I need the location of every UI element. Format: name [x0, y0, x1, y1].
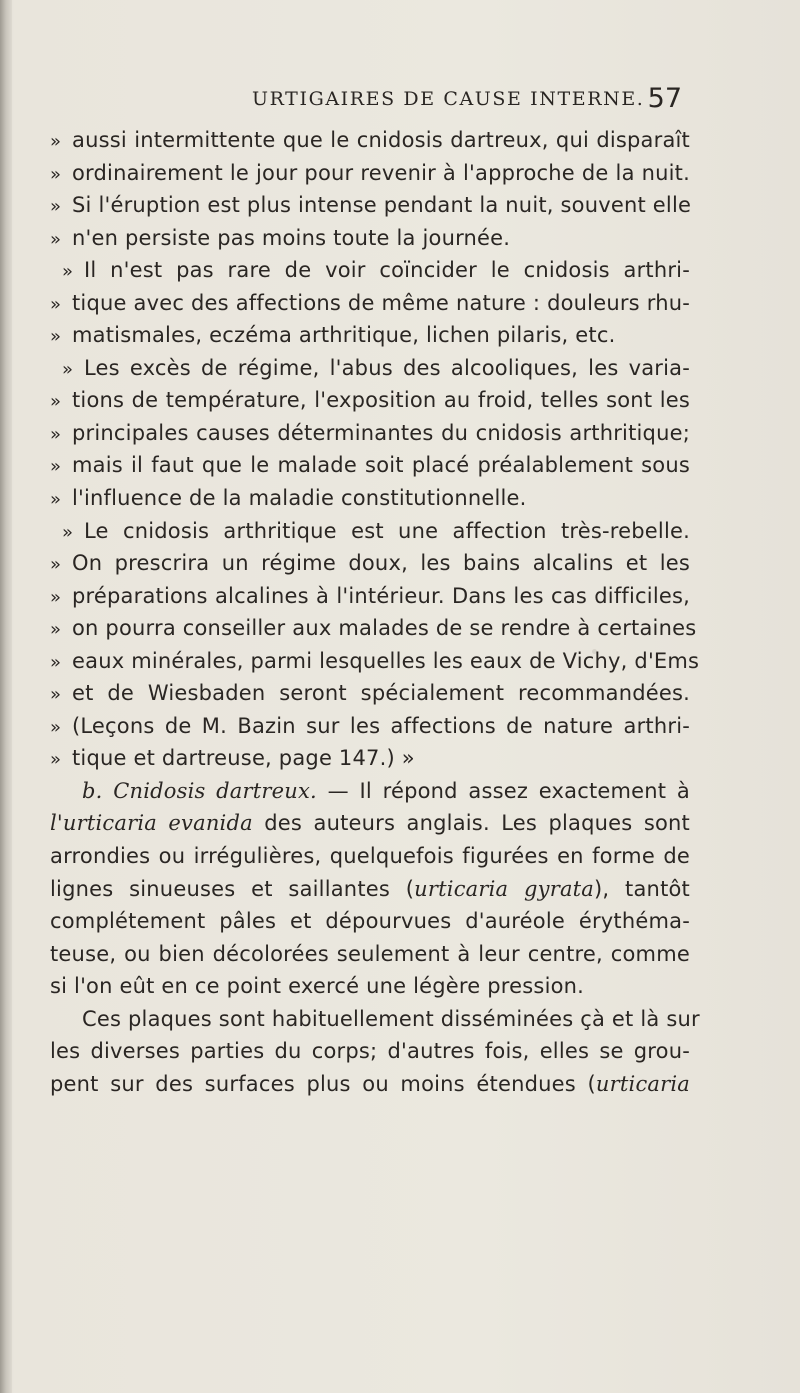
quote-mark: » — [50, 456, 62, 478]
quote-mark: » — [50, 293, 62, 315]
text-line — [50, 515, 690, 548]
text-line — [50, 417, 690, 450]
line-text: — Il répond assez exactement à — [316, 778, 690, 803]
quote-mark: » — [50, 684, 62, 706]
quote-mark: » — [50, 716, 62, 738]
section-heading-line — [50, 775, 690, 808]
text-line — [50, 1003, 700, 1036]
line-text: complétement pâles et dépourvues d'auréole érythéma- — [50, 909, 690, 934]
quote-mark: » — [50, 489, 62, 511]
quote-mark: » — [50, 651, 62, 673]
line-text: n'en persiste pas moins toute la journée. — [72, 225, 511, 250]
section-title: Cnidosis dartreux. — [113, 778, 317, 803]
line-text: et de Wiesbaden seront spécialement recommandées. — [72, 681, 690, 706]
quote-mark: » — [50, 554, 62, 576]
text-line — [50, 449, 690, 482]
quote-mark: » — [50, 326, 62, 348]
text-line — [50, 580, 690, 613]
line-text: si l'on eût en ce point exercé une légère pression. — [50, 974, 585, 999]
line-text: On prescrira un régime doux, les bains alcalins et les — [72, 551, 690, 576]
line-text: principales causes déterminantes du cnidosis arthritique; — [72, 420, 690, 445]
line-text: Les excès de régime, l'abus des alcooliques, les varia- — [84, 355, 690, 380]
binding-gutter — [0, 0, 12, 1393]
line-text: aussi intermittente que le cnidosis dartreux, qui disparaît — [72, 128, 690, 152]
text-line — [50, 222, 690, 255]
quote-mark: » — [50, 163, 62, 185]
quote-mark: » — [50, 131, 62, 152]
text-line — [50, 319, 690, 352]
quote-mark: » — [50, 586, 62, 608]
text-line — [50, 157, 690, 190]
line-text: Le cnidosis arthritique est une affection très-rebelle. — [84, 518, 690, 543]
text-line — [50, 938, 690, 971]
line-text: tions de température, l'exposition au froid, telles sont les — [72, 388, 690, 413]
text-line — [50, 807, 690, 840]
quote-mark: » — [50, 391, 62, 413]
text-line — [50, 352, 690, 385]
text-line — [50, 905, 690, 938]
line-text: les diverses parties du corps; d'autres fois, elles se grou- — [50, 1039, 690, 1064]
line-text: tique et dartreuse, page 147.) » — [72, 746, 415, 771]
text-line — [50, 189, 690, 222]
running-head: URTIGAIRES DE CAUSE INTERNE. — [252, 88, 645, 110]
line-text: Il n'est pas rare de voir coïncider le cnidosis arthri- — [84, 258, 690, 283]
section-label: b. — [82, 778, 103, 803]
line-text: eaux minérales, parmi lesquelles les eaux de Vichy, d'Ems — [72, 648, 700, 673]
line-text: ordinairement le jour pour revenir à l'approche de la nuit. — [72, 160, 690, 185]
text-line — [50, 287, 690, 320]
body-text — [50, 124, 700, 1100]
line-text: préparations alcalines à l'intérieur. Dans les cas difficiles, — [72, 583, 690, 608]
text-line — [50, 1068, 690, 1101]
quote-mark: » — [50, 423, 62, 445]
page-number: 57 — [647, 83, 682, 114]
text-line — [50, 840, 690, 873]
line-text: lignes sinueuses et saillantes ( — [50, 876, 415, 901]
text-line — [50, 873, 690, 906]
line-text: matismales, eczéma arthritique, lichen pilaris, etc. — [72, 323, 616, 348]
line-text: on pourra conseiller aux malades de se rendre à certaines — [72, 616, 697, 641]
text-line — [50, 482, 690, 515]
latin-term: urticaria — [595, 1071, 690, 1096]
quote-mark: » — [50, 228, 62, 250]
line-text: pent sur des surfaces plus ou moins étendues ( — [50, 1071, 596, 1096]
text-line — [50, 254, 690, 287]
latin-term: l'urticaria evanida — [50, 811, 253, 836]
line-text: (Leçons de M. Bazin sur les affections de nature arthri- — [72, 713, 690, 738]
text-line — [50, 710, 690, 743]
text-line — [50, 677, 690, 710]
quote-mark: » — [50, 196, 62, 218]
text-line — [50, 645, 700, 678]
quote-mark: » — [62, 521, 74, 543]
line-text: teuse, ou bien décolorées seulement à leur centre, comme — [50, 941, 690, 966]
latin-term: urticaria gyrata — [414, 876, 595, 901]
text-line — [50, 742, 690, 775]
quote-mark: » — [62, 261, 74, 283]
text-line — [50, 384, 690, 417]
text-line — [50, 124, 690, 157]
text-line — [50, 612, 697, 645]
text-line — [50, 970, 690, 1003]
line-text: Ces plaques sont habituellement disséminées çà et là sur — [82, 1006, 700, 1031]
line-text: l'influence de la maladie constitutionnelle. — [72, 486, 527, 511]
quote-mark: » — [50, 749, 62, 771]
text-line — [50, 1035, 690, 1068]
line-text: mais il faut que le malade soit placé préalablement sous — [72, 453, 690, 478]
line-text: des auteurs anglais. Les plaques sont — [252, 811, 690, 836]
page-header — [252, 83, 682, 116]
quote-mark: » — [62, 358, 74, 380]
line-text: arrondies ou irrégulières, quelquefois figurées en forme de — [50, 844, 690, 869]
line-text: tique avec des affections de même nature : douleurs rhu- — [72, 290, 690, 315]
text-line — [50, 547, 690, 580]
line-text: Si l'éruption est plus intense pendant la nuit, souvent elle — [72, 193, 692, 218]
line-text: ), tantôt — [594, 876, 690, 901]
quote-mark: » — [50, 619, 62, 641]
